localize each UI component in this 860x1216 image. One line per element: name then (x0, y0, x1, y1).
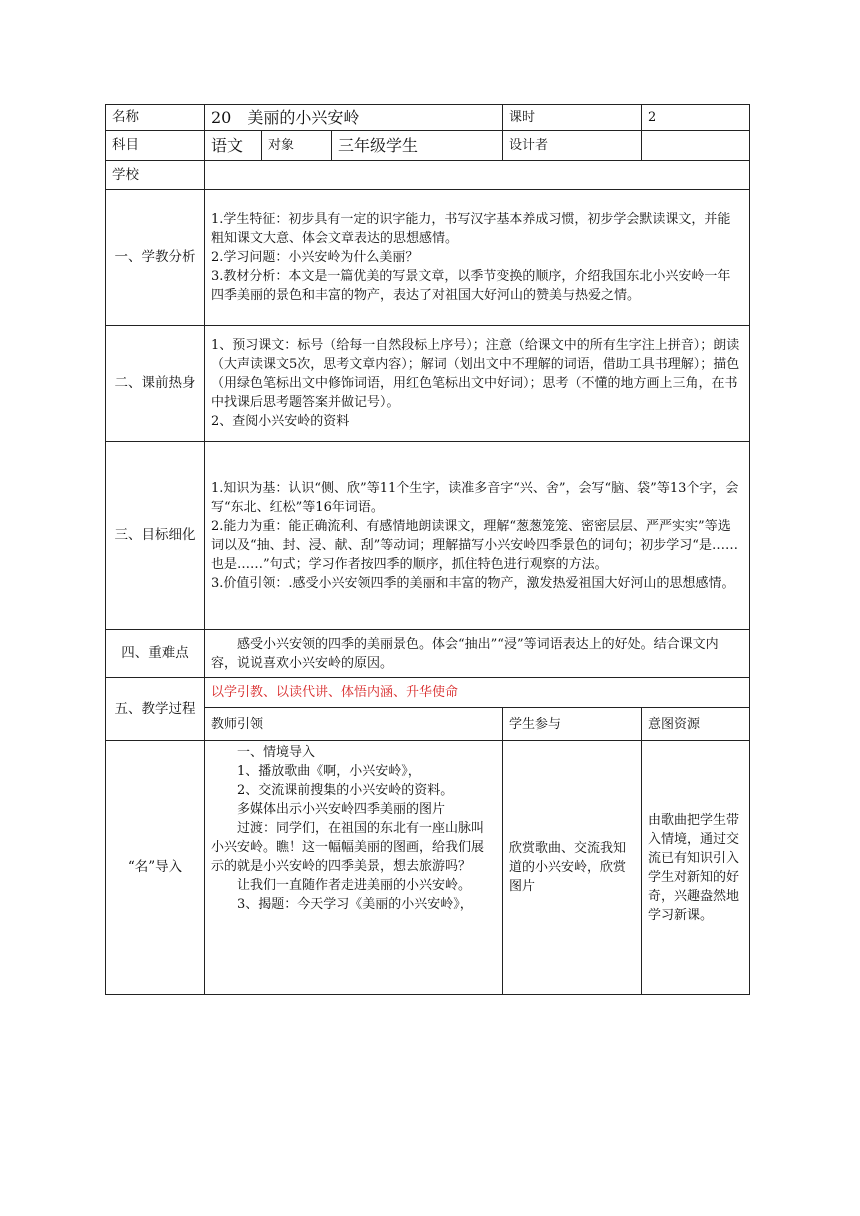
designer-label: 设计者 (503, 131, 642, 161)
intro-label: “名”导入 (106, 741, 205, 995)
name-label: 名称 (106, 105, 205, 131)
warmup-line-1: 1、预习课文：标号（给每一自然段标上序号）；注意（给课文中的所有生字注上拼音）；朗读（大声读课文5次，思考文章内容）；解词（划出文中不理解的词语，借助工具书理解）；描色（用绿色笔标出文中修饰词语，用红色笔标出文中好词）；思考（不懂的地方画上三角，在书中找课后思考题答案并做记号）。 (211, 338, 740, 410)
intro-intent-text: 由歌曲把学生带入情境，通过交流已有知识引入学生对新知的好奇，兴趣盎然地学习新课。 (648, 812, 740, 923)
intro-teacher-line-5: 过渡：同学们，在祖国的东北有一座山脉叫小兴安岭。瞧！这一幅幅美丽的图画，给我们展示的就是小兴安岭的四季美景，想去旅游吗？ (211, 821, 485, 874)
designer-value (642, 131, 750, 161)
analysis-content (205, 190, 750, 326)
school-value (205, 161, 750, 190)
intro-teacher-line-4: 多媒体出示小兴安岭四季美丽的图片 (237, 802, 446, 817)
intro-student-text: 欣赏歌曲、交流我知道的小兴安岭，欣赏图片 (509, 841, 627, 894)
lesson-plan-document (105, 104, 749, 995)
hours-value: 2 (642, 105, 750, 131)
analysis-line-2: 2.学习问题：小兴安岭为什么美丽？ (211, 250, 419, 265)
intro-teacher-line-2: 1、播放歌曲《啊，小兴安岭》， (237, 764, 421, 779)
school-label: 学校 (106, 161, 205, 190)
audience-value: 三年级学生 (332, 131, 503, 161)
warmup-line-2: 2、查阅小兴安岭的资料 (211, 414, 350, 429)
row-warmup (106, 326, 750, 442)
row-name (106, 105, 750, 131)
intro-intent (642, 741, 750, 995)
process-label: 五、教学过程 (106, 678, 205, 741)
goals-content (205, 442, 750, 630)
row-goals (106, 442, 750, 630)
row-subject (106, 131, 750, 161)
goals-label: 三、目标细化 (106, 442, 205, 630)
intro-teacher-line-3: 2、交流课前搜集的小兴安岭的资料。 (237, 783, 454, 798)
warmup-content (205, 326, 750, 442)
name-value: 20 美丽的小兴安岭 (205, 105, 503, 131)
row-intro (106, 741, 750, 995)
difficulty-text: 感受小兴安领的四季的美丽景色。体会“抽出”“浸”等词语表达上的好处。结合课文内容，说说喜欢小兴安岭的原因。 (211, 636, 719, 671)
goals-line-1: 1.知识为基：认识“侧、欣”等11个生字，读准多音字“兴、舍”，会写“脑、袋”等13个字，会写“东北、红松”等16年词语。 (211, 480, 739, 515)
intro-teacher (205, 741, 503, 995)
col-intent-header: 意图资源 (642, 708, 750, 741)
analysis-line-3: 3.教材分析：本文是一篇优美的写景文章，以季节变换的顺序，介绍我国东北小兴安岭一年四季美丽的景色和丰富的物产，表达了对祖国大好河山的赞美与热爱之情。 (211, 269, 731, 303)
row-analysis (106, 190, 750, 326)
row-process-motto (106, 678, 750, 708)
difficulty-content (205, 630, 750, 678)
subject-label: 科目 (106, 131, 205, 161)
intro-student (503, 741, 642, 995)
goals-line-2: 2.能力为重：能正确流利、有感情地朗读课文，理解“葱葱笼笼、密密层层、严严实实”等选词以及“抽、封、浸、献、刮”等动词；理解描写小兴安岭四季景色的词句；初步学习“是……也是……”句式；学习作者按四季的顺序，抓住特色进行观察的方法。 (211, 518, 738, 572)
analysis-label: 一、学教分析 (106, 190, 205, 326)
process-motto: 以学引教、以读代讲、体悟内涵、升华使命 (205, 678, 750, 708)
warmup-label: 二、课前热身 (106, 326, 205, 442)
intro-teacher-line-1: 一、情境导入 (237, 745, 316, 760)
row-difficulty (106, 630, 750, 678)
col-teacher-header: 教师引领 (205, 708, 503, 741)
lesson-plan-table (105, 104, 750, 995)
hours-label: 课时 (503, 105, 642, 131)
analysis-line-1: 1.学生特征：初步具有一定的识字能力，书写汉字基本养成习惯，初步学会默读课文，并能粗知课文大意、体会文章表达的思想感情。 (211, 212, 731, 246)
row-school (106, 161, 750, 190)
intro-teacher-line-7: 3、揭题：今天学习《美丽的小兴安岭》， (237, 897, 473, 912)
intro-teacher-line-6: 让我们一直随作者走进美丽的小兴安岭。 (237, 878, 472, 893)
difficulty-label: 四、重难点 (106, 630, 205, 678)
audience-label: 对象 (262, 131, 332, 161)
goals-line-3: 3.价值引领：.感受小兴安领四季的美丽和丰富的物产，激发热爱祖国大好河山的思想感情。 (211, 575, 735, 591)
subject-value: 语文 (205, 131, 262, 161)
col-student-header: 学生参与 (503, 708, 642, 741)
